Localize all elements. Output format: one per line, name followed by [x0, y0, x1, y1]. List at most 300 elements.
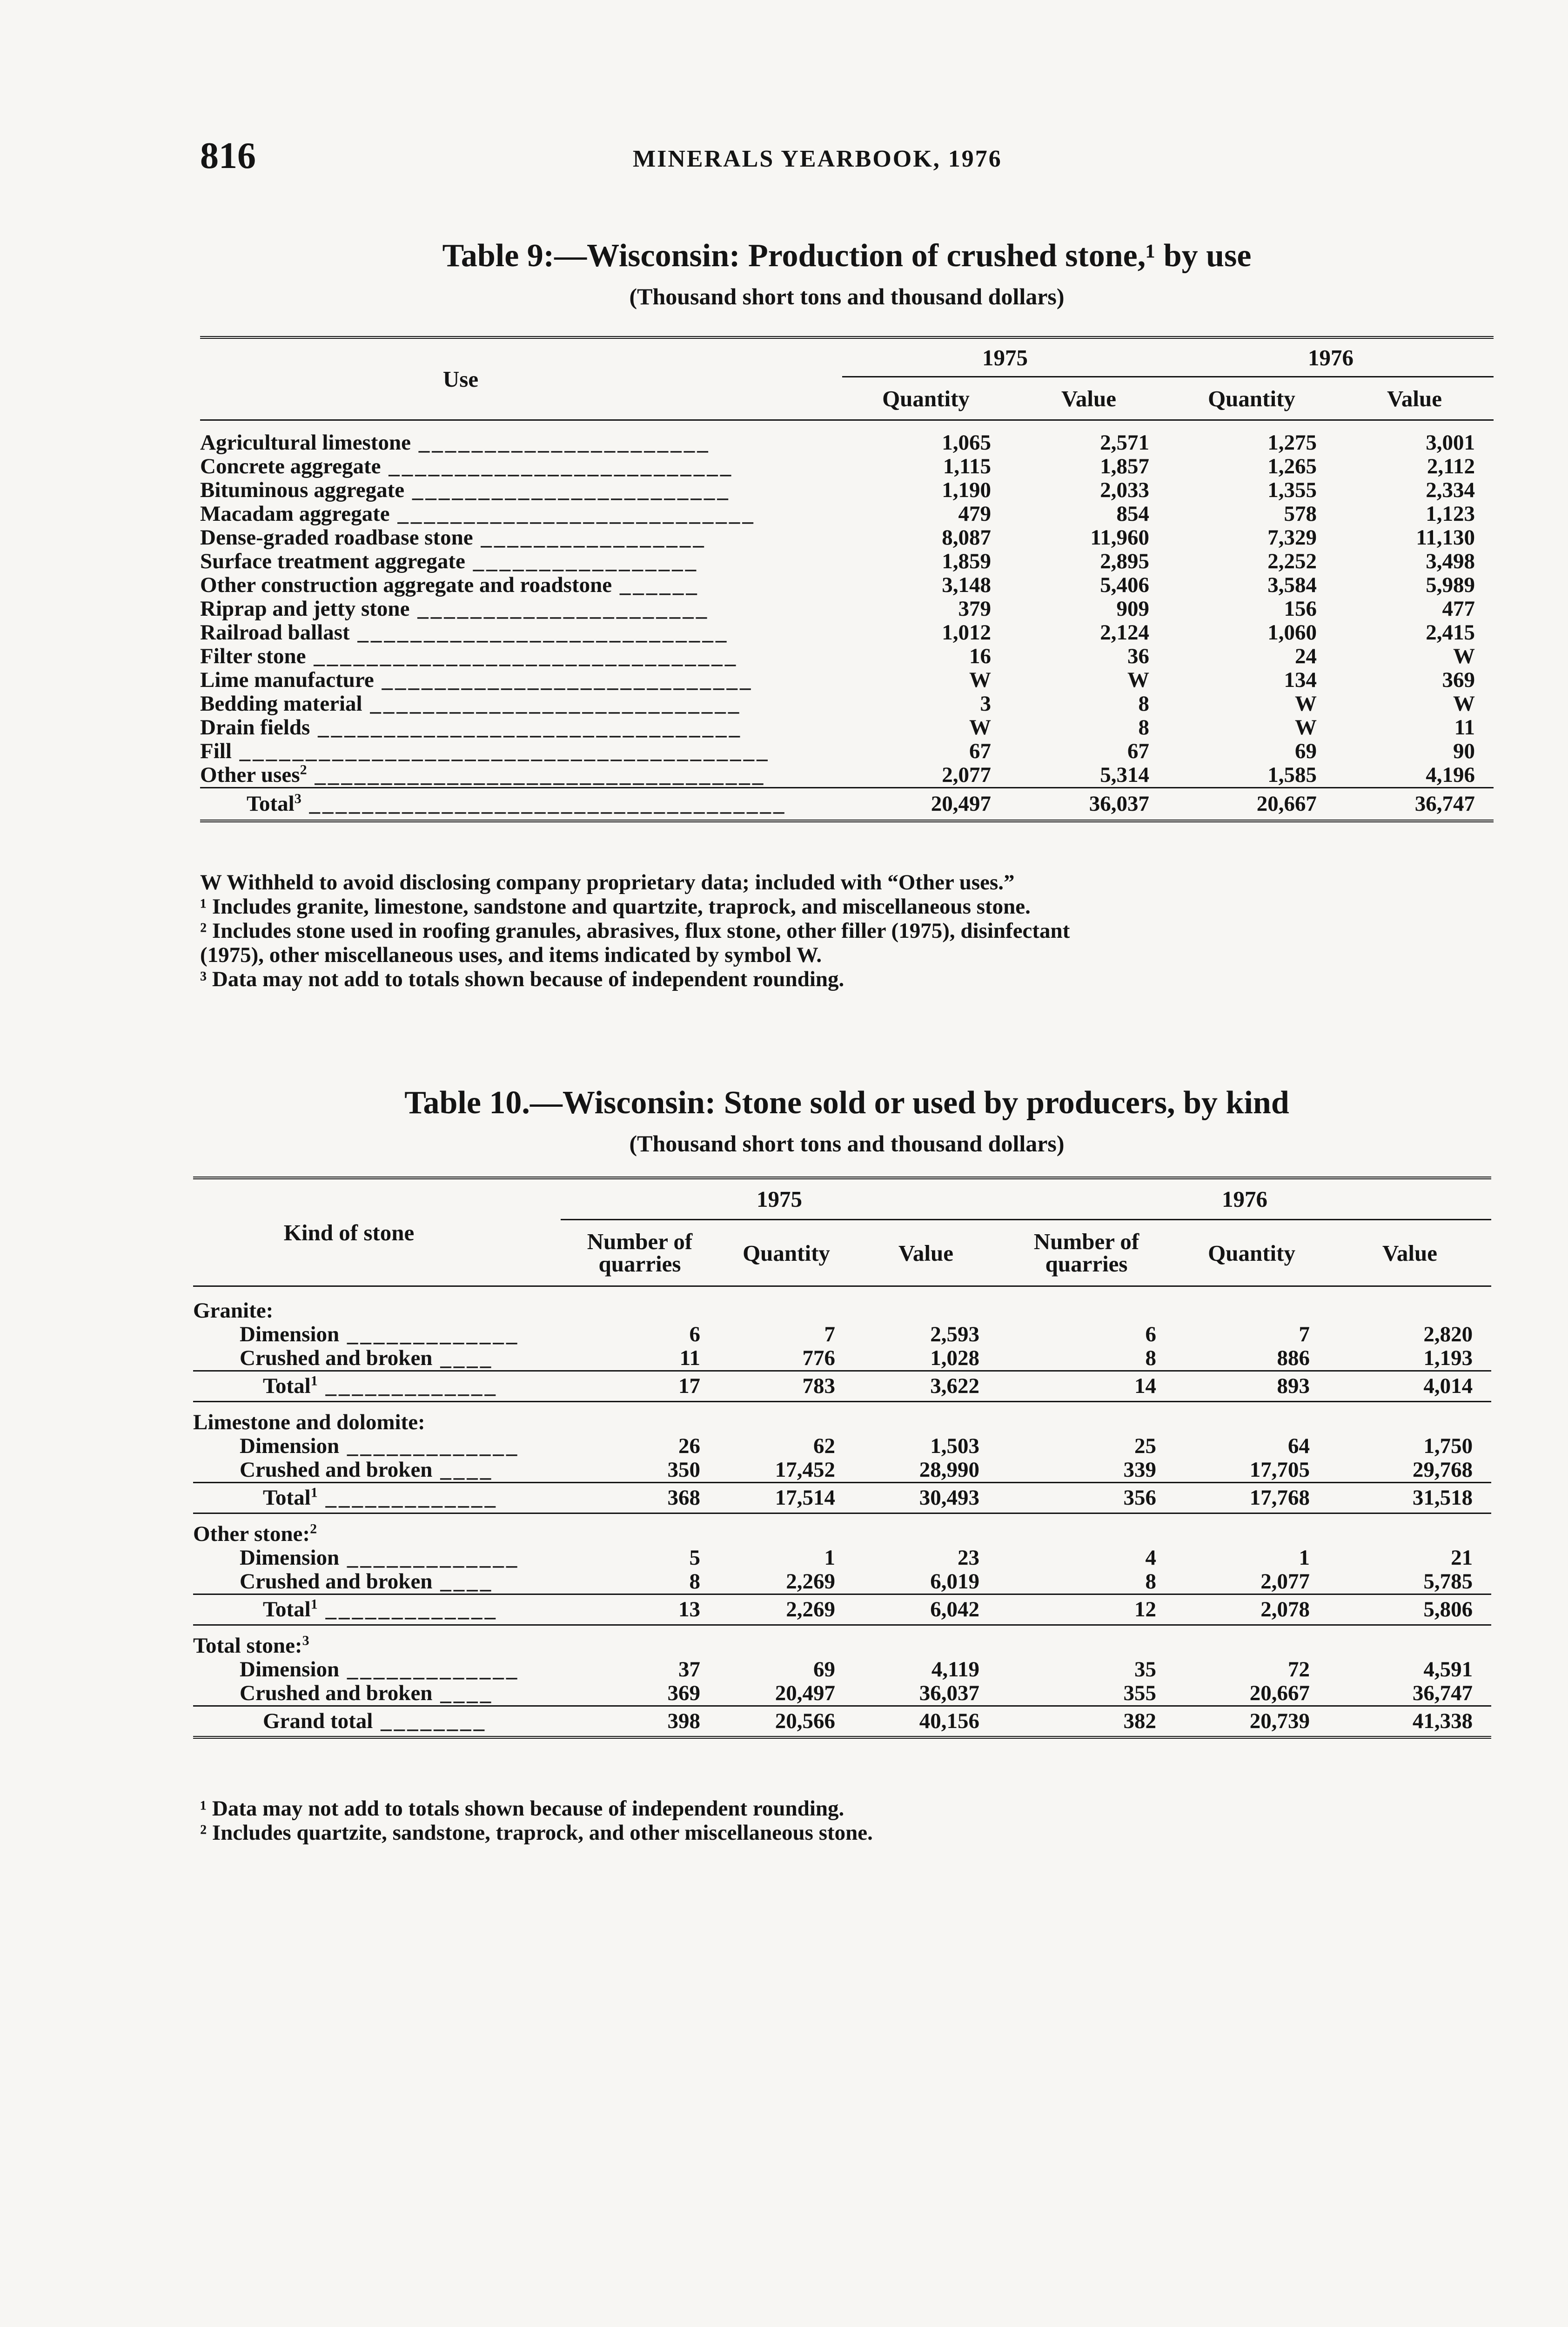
table10-cell-v76: 2,820 [1423, 1322, 1473, 1346]
table10-col-kind: Kind of stone [193, 1178, 561, 1286]
table9-row-label [200, 668, 842, 692]
table10-title-block [200, 1084, 1494, 1157]
table10-subtitle: (Thousand short tons and thousand dollars) [629, 1130, 1065, 1157]
table10-total-label-text: Grand total [263, 1709, 373, 1733]
table9-row-label-text: Agricultural limestone [200, 430, 411, 455]
table10-col-quantity-1976: Quantity [1175, 1220, 1328, 1286]
table10-row-label [193, 1546, 561, 1570]
table10-cell-n75: 5 [689, 1546, 700, 1570]
table10-cell-n75: 11 [679, 1346, 700, 1370]
table9-cell-v76: 11,130 [1416, 525, 1475, 550]
table9-row-label [200, 550, 842, 573]
table9-footnote: W Withheld to avoid disclosing company proprietary data; included with “Other uses.” [200, 870, 1015, 894]
page-number: 816 [200, 135, 256, 176]
table10-cell-n76: 35 [1134, 1657, 1157, 1681]
table9-cell-v76: 477 [1442, 597, 1475, 621]
table9-row-label [200, 740, 842, 763]
table10-cell-q75: 69 [813, 1657, 835, 1681]
table9-cell-q76: 69 [1295, 739, 1317, 763]
table10-row-label [193, 1346, 561, 1371]
table9-row-label-text: Railroad ballast [200, 621, 350, 645]
table10-row-label [193, 1323, 561, 1346]
leader-dots: ______________________ [409, 597, 710, 621]
table9-footnote: ¹ Includes granite, limestone, sandstone and quartzite, traprock, and miscellaneous stone. [200, 894, 1031, 919]
table10-row [193, 1658, 1491, 1681]
table10-row-label [193, 1434, 561, 1458]
table9-cell-q75: 8,087 [942, 525, 991, 550]
table10-cell-q75: 1 [824, 1546, 835, 1570]
table9-cell-q75: 1,012 [942, 620, 991, 645]
table9-row-label [200, 526, 842, 550]
table10-row-label-text: Crushed and broken [240, 1346, 433, 1370]
table10-cell-n76: 355 [1123, 1681, 1157, 1705]
table9-total-label-text: Total [247, 792, 295, 816]
table9-col-value-1975: Value [1010, 377, 1168, 420]
table9-row-label-text: Filter stone [200, 645, 306, 668]
table9-cell-q76: W [1295, 715, 1317, 740]
table9-row [200, 740, 1494, 763]
table10-cell-n75: 37 [678, 1657, 700, 1681]
table10-cell-q76: 886 [1277, 1346, 1310, 1370]
table9-row [200, 526, 1494, 550]
table9-row [200, 645, 1494, 668]
table9-cell-v75: 1,857 [1100, 454, 1149, 478]
leader-dots: ________________________________________ [231, 740, 770, 763]
table9-row-label-text: Riprap and jetty stone [200, 597, 410, 621]
table9-row-label-text: Surface treatment aggregate [200, 550, 465, 573]
table9-col-use: Use [200, 337, 842, 420]
table10-total-q75: 20,566 [719, 1706, 854, 1738]
table9-cell-q75: 379 [958, 597, 991, 621]
table9-cell-q76: W [1295, 692, 1317, 716]
table10-cell-n76: 6 [1145, 1322, 1157, 1346]
table10-cell-v76: 36,747 [1412, 1681, 1473, 1705]
table9-cell-v75: 5,406 [1100, 573, 1149, 597]
leader-dots: ________ [373, 1709, 487, 1733]
table10-cell-n75: 8 [689, 1569, 700, 1594]
leader-dots: ____ [432, 1681, 494, 1705]
table10-cell-n76: 25 [1134, 1434, 1157, 1458]
table9-row-label [200, 573, 842, 597]
table9-footnote: ³ Data may not add to totals shown because of independent rounding. [200, 967, 844, 991]
leader-dots: ____________________________ [374, 668, 753, 692]
table9-cell-q76: 156 [1284, 597, 1317, 621]
table10-footnote: ¹ Data may not add to totals shown because of independent rounding. [200, 1796, 844, 1821]
table10-cell-v75: 4,119 [931, 1657, 980, 1681]
table10-cell-q76: 2,077 [1260, 1569, 1310, 1594]
table10-col-number-1975 [561, 1220, 719, 1286]
table9-row-label [200, 420, 842, 455]
table9-cell-v75: 67 [1127, 739, 1149, 763]
table9-cell-q75: W [969, 715, 991, 740]
table10-col-number-1976-l2: quarries [1045, 1251, 1128, 1277]
table10-group-heading-row [193, 1286, 1491, 1323]
leader-dots: ____ [432, 1458, 494, 1482]
table10-group-heading-footnote-mark: 2 [310, 1521, 317, 1537]
running-head: MINERALS YEARBOOK, 1976 [633, 146, 1002, 172]
table10-year-1976: 1976 [998, 1178, 1491, 1220]
table9-cell-v76: W [1453, 644, 1475, 668]
table10-group-heading [193, 1513, 1491, 1547]
table9-cell-q76: 1,275 [1267, 430, 1317, 455]
table10-row-label [193, 1458, 561, 1483]
table9-cell-v75: 36 [1127, 644, 1149, 668]
table10-total-row [193, 1483, 1491, 1513]
table10-group-heading-text: Total stone: [193, 1634, 302, 1658]
table10-total-label [193, 1706, 561, 1738]
table10-cell-v75: 36,037 [919, 1681, 980, 1705]
table10-total-n76: 12 [998, 1594, 1175, 1625]
table10-cell-v75: 1,503 [930, 1434, 980, 1458]
table10-group-heading-row [193, 1513, 1491, 1547]
table10-total-q75: 2,269 [719, 1594, 854, 1625]
table9-row-label [200, 621, 842, 645]
table10-cell-v76: 5,785 [1423, 1569, 1473, 1594]
table9-cell-q75: 1,190 [942, 478, 991, 502]
table10-total-q76: 17,768 [1175, 1483, 1328, 1513]
table9-total-label [200, 788, 842, 821]
table10-cell-q75: 776 [802, 1346, 835, 1370]
table10-cell-v75: 6,019 [930, 1569, 980, 1594]
table9 [200, 336, 1494, 822]
table10-cell-q76: 72 [1288, 1657, 1310, 1681]
table9-cell-q76: 1,265 [1267, 454, 1317, 478]
table9-cell-q75: 1,115 [943, 454, 991, 478]
table10-row-label [193, 1681, 561, 1706]
table9-col-value-1976: Value [1335, 377, 1494, 420]
leader-dots: ____________________________ [349, 621, 729, 645]
table9-cell-v76: 1,123 [1426, 502, 1475, 526]
table10-col-number-1975-l1: Number of [587, 1229, 693, 1254]
table10-cell-q75: 17,452 [775, 1458, 835, 1482]
table9-footnotes [200, 870, 1498, 991]
table10-cell-v76: 29,768 [1412, 1458, 1473, 1482]
table9-row-label-text: Bituminous aggregate [200, 478, 405, 502]
table10-group-heading [193, 1286, 1491, 1323]
table10-col-value-1976: Value [1328, 1220, 1491, 1286]
table9-row [200, 573, 1494, 597]
table10-total-v76: 4,014 [1328, 1371, 1491, 1402]
table10-total-n75: 17 [561, 1371, 719, 1402]
table9-row [200, 692, 1494, 716]
table9-cell-v75: 11,960 [1090, 525, 1149, 550]
table9-cell-q76: 24 [1295, 644, 1317, 668]
table10-row [193, 1323, 1491, 1346]
table10-total-label-footnote-mark: 1 [310, 1485, 318, 1500]
table9-row [200, 763, 1494, 788]
table9-cell-q76: 2,252 [1267, 549, 1317, 573]
table9-cell-v76: 2,112 [1427, 454, 1475, 478]
leader-dots: _____________ [339, 1434, 520, 1458]
table9-cell-q75: 67 [969, 739, 991, 763]
leader-dots: _____________ [339, 1546, 520, 1570]
table10-group-heading [193, 1625, 1491, 1658]
table10-col-number-1976-l1: Number of [1033, 1229, 1139, 1254]
table10-row [193, 1546, 1491, 1570]
table9-cell-q76: 578 [1284, 502, 1317, 526]
leader-dots: ______ [612, 573, 699, 597]
leader-dots: __________________________________ [307, 763, 766, 787]
table9-cell-q76: 134 [1284, 668, 1317, 692]
table10-row [193, 1458, 1491, 1483]
table9-row-label [200, 502, 842, 526]
table10-cell-v75: 1,028 [930, 1346, 980, 1370]
table10-cell-v76: 1,750 [1423, 1434, 1473, 1458]
table10-total-label [193, 1483, 561, 1513]
table9-year-1976: 1976 [1168, 337, 1494, 377]
table9-cell-q76: 1,585 [1267, 763, 1317, 787]
table9-row [200, 502, 1494, 526]
table9-cell-q75: 2,077 [942, 763, 991, 787]
table10-footnote: ² Includes quartzite, sandstone, traprock, and other miscellaneous stone. [200, 1821, 873, 1845]
table10-cell-n76: 8 [1145, 1346, 1157, 1370]
table9-row-label-text: Dense-graded roadbase stone [200, 526, 473, 550]
table10-cell-q75: 20,497 [775, 1681, 835, 1705]
table10-cell-n75: 369 [667, 1681, 700, 1705]
table10-total-label-text: Total [263, 1486, 311, 1510]
table10-total-label-footnote-mark: 1 [310, 1596, 318, 1612]
leader-dots: __________________________ [381, 455, 734, 478]
table9-row-label-footnote-mark: 2 [300, 763, 307, 778]
table10-total-v76: 5,806 [1328, 1594, 1491, 1625]
leader-dots: _____________ [317, 1597, 498, 1621]
table10-group-heading [193, 1402, 1491, 1435]
table9-row [200, 668, 1494, 692]
table9-row [200, 597, 1494, 621]
table9-cell-v75: 2,033 [1100, 478, 1149, 502]
table10-total-q76: 20,739 [1175, 1706, 1328, 1738]
table10-total-n75: 398 [561, 1706, 719, 1738]
table10-group-heading-text: Other stone: [193, 1522, 310, 1546]
leader-dots: _____________ [339, 1323, 520, 1346]
table10-cell-v75: 28,990 [919, 1458, 980, 1482]
table10-cell-q75: 62 [813, 1434, 835, 1458]
table9-cell-q75: 1,859 [942, 549, 991, 573]
table9-cell-v76: 3,001 [1426, 430, 1475, 455]
table10-total-v75: 30,493 [854, 1483, 998, 1513]
table9-row-label-text: Other uses [200, 763, 300, 787]
table9-title: Table 9:—Wisconsin: Production of crushed stone,¹ by use [442, 238, 1252, 274]
table9-cell-v75: 2,124 [1100, 620, 1149, 645]
table10-total-v76: 41,338 [1328, 1706, 1491, 1738]
table10-total-q75: 783 [719, 1371, 854, 1402]
table10-cell-n75: 350 [667, 1458, 700, 1482]
table10-total-v75: 40,156 [854, 1706, 998, 1738]
table10-cell-q76: 7 [1299, 1322, 1310, 1346]
table10-row-label-text: Dimension [240, 1434, 340, 1458]
table10-row-label [193, 1658, 561, 1681]
table10-row [193, 1434, 1491, 1458]
table9-cell-v76: 369 [1442, 668, 1475, 692]
table10-title: Table 10.—Wisconsin: Stone sold or used by producers, by kind [404, 1085, 1289, 1121]
leader-dots: _________________ [473, 526, 706, 550]
table10-row [193, 1681, 1491, 1706]
table10-row [193, 1346, 1491, 1371]
page-header [200, 135, 1494, 191]
leader-dots: _____________ [317, 1374, 498, 1398]
table9-cell-v76: 90 [1453, 739, 1475, 763]
table9-cell-v76: W [1453, 692, 1475, 716]
table9-title-block [200, 237, 1494, 310]
table9-row-label-text: Bedding material [200, 692, 362, 716]
table10-row-label [193, 1570, 561, 1594]
table10-total-label [193, 1371, 561, 1402]
table9-total-q75: 20,497 [842, 788, 1010, 821]
table10-total-n75: 368 [561, 1483, 719, 1513]
leader-dots: _________________ [465, 550, 699, 573]
table9-col-quantity-1976: Quantity [1168, 377, 1335, 420]
table10-total-n75: 13 [561, 1594, 719, 1625]
table9-row-label-text: Other construction aggregate and roadstone [200, 573, 612, 597]
table10-row [193, 1570, 1491, 1594]
table9-cell-q75: W [969, 668, 991, 692]
table9-row-label [200, 716, 842, 740]
table10-cell-q75: 2,269 [786, 1569, 835, 1594]
table10-cell-v76: 4,591 [1423, 1657, 1473, 1681]
table9-cell-v76: 2,415 [1426, 620, 1475, 645]
table9-cell-v75: 8 [1138, 692, 1149, 716]
table10-group-heading-row [193, 1625, 1491, 1658]
table10-group-heading-footnote-mark: 3 [302, 1633, 309, 1648]
table10-col-quantity-1975: Quantity [719, 1220, 854, 1286]
table9-row-label [200, 455, 842, 478]
table9-row-label [200, 645, 842, 668]
table9-cell-q76: 1,060 [1267, 620, 1317, 645]
table9-cell-v76: 5,989 [1426, 573, 1475, 597]
table9-row [200, 716, 1494, 740]
table9-total-row [200, 788, 1494, 821]
table10-group-heading-text: Granite: [193, 1298, 274, 1323]
table10-cell-v75: 2,593 [930, 1322, 980, 1346]
table9-footnote: ² Includes stone used in roofing granules, abrasives, flux stone, other filler (1975), disinfectant [200, 919, 1070, 943]
table10-row-label-text: Crushed and broken [240, 1458, 433, 1482]
table10-total-q75: 17,514 [719, 1483, 854, 1513]
table9-cell-v75: 2,571 [1100, 430, 1149, 455]
table10-header-row-years [193, 1178, 1491, 1220]
table9-row-label [200, 597, 842, 621]
table10-cell-q75: 7 [824, 1322, 835, 1346]
table10-cell-q76: 1 [1299, 1546, 1310, 1570]
table10-total-label-text: Total [263, 1374, 311, 1398]
table10-total-row [193, 1594, 1491, 1625]
table9-total-v75: 36,037 [1010, 788, 1168, 821]
table10-cell-n75: 6 [689, 1322, 700, 1346]
table9-cell-v75: 8 [1138, 715, 1149, 740]
table10-total-n76: 356 [998, 1483, 1175, 1513]
leader-dots: ____________________________ [362, 692, 742, 716]
table10-group-heading-row [193, 1402, 1491, 1435]
leader-dots: ____________________________________ [301, 792, 787, 816]
table9-total-v76: 36,747 [1335, 788, 1494, 821]
table10-cell-n75: 26 [678, 1434, 700, 1458]
table10-total-n76: 14 [998, 1371, 1175, 1402]
table10-group-heading-text: Limestone and dolomite: [193, 1410, 425, 1434]
table9-cell-q75: 479 [958, 502, 991, 526]
leader-dots: ___________________________ [389, 502, 756, 526]
table10-footnotes [200, 1796, 1498, 1845]
table10-cell-q76: 17,705 [1249, 1458, 1310, 1482]
table10-cell-v76: 1,193 [1423, 1346, 1473, 1370]
table9-row [200, 550, 1494, 573]
table9-row [200, 455, 1494, 478]
table10-row-label-text: Crushed and broken [240, 1570, 433, 1594]
table9-row-label-text: Fill [200, 740, 232, 763]
leader-dots: ____ [432, 1570, 494, 1594]
table9-row-label-text: Drain fields [200, 716, 310, 740]
table9-row-label [200, 763, 842, 788]
table9-cell-v76: 4,196 [1426, 763, 1475, 787]
table10-total-row [193, 1371, 1491, 1402]
table9-row-label [200, 478, 842, 502]
table9-cell-v75: W [1127, 668, 1149, 692]
table10 [193, 1177, 1491, 1739]
table10-total-n76: 382 [998, 1706, 1175, 1738]
table10-col-number-1976 [998, 1220, 1175, 1286]
table9-cell-v76: 11 [1454, 715, 1475, 740]
leader-dots: ________________________________ [306, 645, 738, 668]
table9-cell-q76: 1,355 [1267, 478, 1317, 502]
table9-cell-v75: 854 [1116, 502, 1149, 526]
table10-row-label-text: Dimension [240, 1658, 340, 1681]
leader-dots: _____________ [317, 1486, 498, 1510]
leader-dots: ______________________ [410, 430, 710, 455]
table9-cell-q76: 7,329 [1267, 525, 1317, 550]
leader-dots: ________________________________ [310, 716, 743, 740]
table9-cell-q75: 1,065 [942, 430, 991, 455]
table10-total-q76: 2,078 [1175, 1594, 1328, 1625]
table9-cell-q75: 3,148 [942, 573, 991, 597]
table10-total-v76: 31,518 [1328, 1483, 1491, 1513]
table9-col-quantity-1975: Quantity [842, 377, 1010, 420]
table10-cell-v75: 23 [958, 1546, 980, 1570]
table10-total-label-footnote-mark: 1 [310, 1373, 318, 1389]
table10-row-label-text: Dimension [240, 1546, 340, 1570]
table9-row-label-text: Lime manufacture [200, 668, 374, 692]
table9-cell-v76: 2,334 [1426, 478, 1475, 502]
table9-row [200, 478, 1494, 502]
table9-cell-v75: 5,314 [1100, 763, 1149, 787]
table10-total-row [193, 1706, 1491, 1738]
leader-dots: _____________ [339, 1658, 520, 1681]
table9-cell-q76: 3,584 [1267, 573, 1317, 597]
table9-total-q76: 20,667 [1168, 788, 1335, 821]
table9-footnote: (1975), other miscellaneous uses, and items indicated by symbol W. [200, 943, 822, 967]
table10-col-value-1975: Value [854, 1220, 998, 1286]
table10-total-v75: 6,042 [854, 1594, 998, 1625]
table9-cell-v75: 2,895 [1100, 549, 1149, 573]
table9-cell-v75: 909 [1116, 597, 1149, 621]
table9-row-label-text: Concrete aggregate [200, 455, 381, 478]
table10-cell-v76: 21 [1451, 1546, 1473, 1570]
leader-dots: ________________________ [404, 478, 730, 502]
table9-row [200, 420, 1494, 455]
table9-row-label [200, 692, 842, 716]
table10-row-label-text: Crushed and broken [240, 1681, 433, 1705]
table10-row-label-text: Dimension [240, 1323, 340, 1346]
table9-header-row-years [200, 337, 1494, 377]
table10-cell-n76: 4 [1145, 1546, 1157, 1570]
table10-col-number-1975-l2: quarries [598, 1251, 681, 1277]
table10-total-label-text: Total [263, 1597, 311, 1621]
table9-row [200, 621, 1494, 645]
table9-row-label-text: Macadam aggregate [200, 502, 390, 526]
table9-cell-v76: 3,498 [1426, 549, 1475, 573]
table10-cell-n76: 339 [1123, 1458, 1157, 1482]
table10-total-q76: 893 [1175, 1371, 1328, 1402]
table9-total-label-footnote-mark: 3 [294, 791, 302, 807]
table10-cell-q76: 64 [1288, 1434, 1310, 1458]
table10-cell-n76: 8 [1145, 1569, 1157, 1594]
